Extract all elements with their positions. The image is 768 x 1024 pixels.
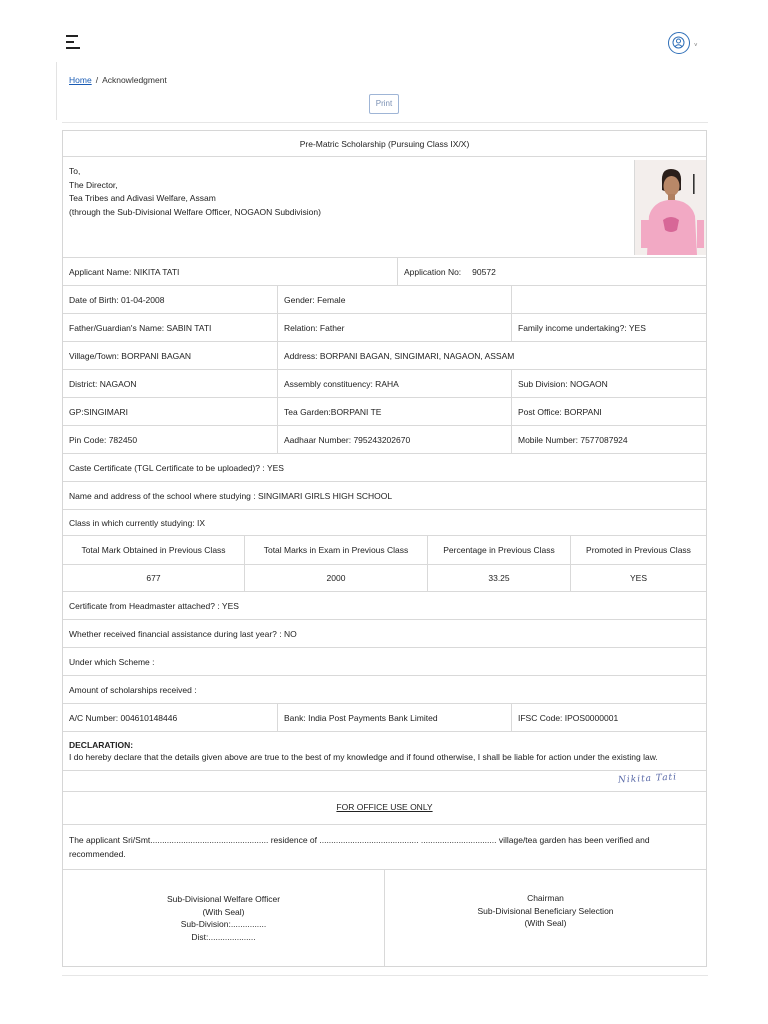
relation: Relation: Father (278, 314, 512, 341)
signature-row (63, 771, 706, 792)
marks-value-row (63, 565, 706, 592)
tea-garden: Tea Garden:BORPANI TE (278, 398, 512, 425)
welfare-officer-sign (63, 870, 385, 966)
marks-header: Total Mark Obtained in Previous Class (63, 536, 245, 564)
village-town: Village/Town: BORPANI BAGAN (63, 342, 278, 369)
certificate-row (63, 592, 706, 620)
ifsc-code: IFSC Code: IPOS0000001 (518, 712, 619, 723)
sign-line: Sub-Division:............... (180, 919, 267, 929)
post-office: Post Office: BORPANI (518, 406, 602, 417)
address-line: The Director, (69, 179, 118, 190)
address-line: To, (69, 166, 81, 176)
gender: Gender: Female (278, 286, 512, 313)
bank-name: Bank: India Post Payments Bank Limited (278, 704, 512, 731)
application-no-cell (398, 258, 706, 285)
address: Address: BORPANI BAGAN, SINGIMARI, NAGAON, ASSAM (284, 350, 515, 361)
marks-value: 677 (63, 565, 245, 591)
school-name: Name and address of the school where studying : SINGIMARI GIRLS HIGH SCHOOL (69, 490, 393, 501)
declaration-text: I do hereby declare that the details given above are true to the best of my knowledge and if found otherwise, I shall be liable for action under the existing law. (69, 752, 658, 762)
divider (62, 122, 708, 123)
marks-value: 2000 (245, 565, 428, 591)
breadcrumb-current: Acknowledgment (102, 75, 167, 85)
mobile-number: Mobile Number: 7577087924 (518, 434, 628, 445)
applicant-row (63, 258, 706, 286)
hamburger-menu-icon[interactable] (66, 34, 82, 50)
applicant-signature (618, 773, 703, 789)
marks-header: Promoted in Previous Class (586, 545, 691, 555)
divider (56, 62, 57, 120)
marks-value: 33.25 (428, 565, 571, 591)
family-income: Family income undertaking?: YES (518, 322, 646, 333)
chairman-sign (385, 870, 706, 966)
address-row (63, 157, 706, 258)
guardian-name: Father/Guardian's Name: SABIN TATI (63, 314, 278, 341)
caste-certificate: Caste Certificate (TGL Certificate to be uploaded)? : YES (69, 462, 284, 473)
top-bar (0, 0, 768, 64)
application-no: 90572 (472, 266, 496, 277)
divider (62, 975, 708, 976)
scheme-row (63, 648, 706, 676)
applicant-name: Applicant Name: NIKITA TATI (63, 258, 398, 285)
sign-line: Chairman (527, 893, 564, 904)
address-block (69, 165, 321, 219)
scholarship-amount: Amount of scholarships received : (69, 684, 197, 695)
class-row (63, 510, 706, 536)
scheme: Under which Scheme : (69, 656, 155, 667)
acknowledgment-form (62, 130, 707, 967)
chevron-down-icon[interactable]: ˅ (694, 43, 698, 49)
office-text-row (63, 825, 706, 870)
address-line: Tea Tribes and Adivasi Welfare, Assam (69, 193, 216, 203)
declaration-block (69, 739, 658, 763)
sign-line: Sub-Divisional Welfare Officer (166, 894, 281, 904)
district: District: NAGAON (63, 370, 278, 397)
account-number: A/C Number: 004610148446 (63, 704, 278, 731)
caste-row (63, 454, 706, 482)
sign-line: Dist:.................... (191, 931, 256, 942)
pin-row (63, 426, 706, 454)
declaration-title: DECLARATION: (69, 740, 134, 750)
sub-division: Sub Division: NOGAON (518, 378, 608, 389)
office-verification-text: The applicant Sri/Smt.................................................. residence of .......................................... ................................ village/tea garden has been verified and recommended. (69, 835, 650, 859)
financial-assistance: Whether received financial assistance during last year? : NO (69, 628, 297, 639)
breadcrumb-home-link[interactable]: Home (69, 75, 92, 85)
sign-line: Sub-Divisional Beneficiary Selection (477, 905, 614, 916)
sign-line: (With Seal) (202, 906, 245, 917)
form-title: Pre-Matric Scholarship (Pursuing Class IX/X) (299, 138, 470, 149)
gp-row (63, 398, 706, 426)
application-no-label: Application No: (404, 266, 462, 277)
assistance-row (63, 620, 706, 648)
marks-value: YES (629, 573, 647, 583)
form-title-row (63, 131, 706, 157)
print-button[interactable]: Print (369, 94, 399, 114)
district-row (63, 370, 706, 398)
headmaster-certificate: Certificate from Headmaster attached? : YES (69, 600, 239, 611)
date-of-birth: Date of Birth: 01-04-2008 (63, 286, 278, 313)
gp: GP:SINGIMARI (63, 398, 278, 425)
breadcrumb (69, 75, 167, 85)
village-row (63, 342, 706, 370)
user-menu[interactable] (668, 32, 702, 56)
school-row (63, 482, 706, 510)
assembly-constituency: Assembly constituency: RAHA (278, 370, 512, 397)
marks-header-row (63, 536, 706, 565)
guardian-row (63, 314, 706, 342)
empty-cell (512, 286, 706, 313)
current-class: Class in which currently studying: IX (69, 517, 206, 528)
breadcrumb-separator: / (95, 75, 99, 85)
marks-header: Percentage in Previous Class (428, 536, 571, 564)
sign-line: (With Seal) (524, 918, 567, 929)
office-use-title: FOR OFFICE USE ONLY (336, 802, 433, 812)
aadhaar-number: Aadhaar Number: 795243202670 (278, 426, 512, 453)
amount-row (63, 676, 706, 704)
sign-row (63, 870, 706, 966)
signature-text: Nikita Tati (617, 772, 678, 786)
marks-header: Total Marks in Exam in Previous Class (245, 536, 428, 564)
user-circle-icon[interactable] (668, 32, 690, 54)
office-title-row (63, 792, 706, 825)
pin-code: Pin Code: 782450 (63, 426, 278, 453)
applicant-photo (634, 160, 706, 255)
bank-row (63, 704, 706, 732)
address-line: (through the Sub-Divisional Welfare Officer, NOGAON Subdivision) (69, 206, 321, 217)
dob-row (63, 286, 706, 314)
declaration-row (63, 732, 706, 771)
